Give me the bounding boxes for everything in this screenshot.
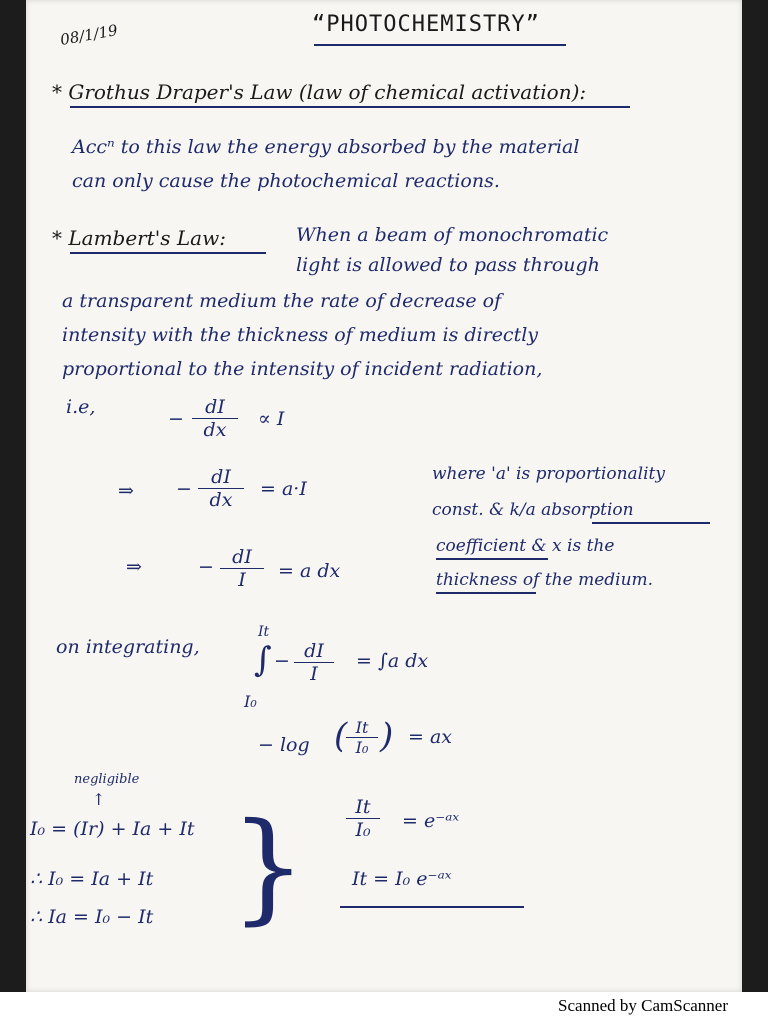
note-line-3: coefficient & x is the [436,536,615,556]
ratio-fraction [346,796,380,841]
eq2-denominator: dx [209,489,233,511]
lambert-line-4: intensity with the thickness of medium is directly [62,324,539,346]
final-equation: It = I₀ e⁻ᵃˣ [352,868,452,890]
integral-fraction [294,640,334,685]
log-lhs: − log [258,734,310,756]
ratio-rhs: = e⁻ᵃˣ [402,810,460,832]
log-numerator: It [346,718,378,738]
integral-numerator: dI [294,640,334,663]
integral-denominator: I [310,663,318,685]
eq2-rhs: = a·I [260,478,307,500]
log-close-paren: ) [380,716,394,756]
scanner-footer: Scanned by CamScanner [558,996,728,1015]
curly-brace: } [230,798,307,937]
negligible-arrow: ↑ [92,790,106,809]
title-underline [314,44,566,46]
note-line-2: const. & k/a absorption [432,500,634,520]
eq1-fraction [192,396,238,441]
eq3-denominator: I [238,569,246,591]
negligible-label: negligible [74,772,140,787]
sum-line-3: ∴ Ia = I₀ − It [30,906,154,928]
eq1-rhs: ∝ I [258,408,285,430]
log-denominator: I₀ [355,738,369,757]
sum-line-1: I₀ = (Ir) + Ia + It [30,818,195,840]
log-open-paren: ( [334,716,348,756]
eq1-minus: − [168,408,184,430]
page-title: “PHOTOCHEMISTRY” [312,12,540,37]
lambert-line-3: a transparent medium the rate of decrease of [62,290,502,312]
date: 08/1/19 [58,21,119,49]
lambert-line-1: When a beam of monochromatic [296,224,609,246]
note-line-4: thickness of the medium. [436,570,654,590]
integral-sign: ∫ [254,640,272,680]
eq2-fraction [198,466,244,511]
log-fraction [346,718,378,757]
lambert-line-5: proportional to the intensity of incident radiation, [62,358,543,380]
note-underline-thickness [436,592,536,594]
note-underline-coefficient [436,558,548,560]
ie-label: i.e, [66,396,96,418]
lambert-underline [70,252,266,254]
grothus-heading: * Grothus Draper's Law (law of chemical activation): [52,80,587,104]
eq3-fraction [220,546,264,591]
eq3-minus: − [198,556,214,578]
sum-line-2: ∴ I₀ = Ia + It [30,868,154,890]
log-rhs: = ax [408,726,453,748]
eq3-rhs: = a dx [278,560,341,582]
lambert-line-2: light is allowed to pass through [296,254,600,276]
eq2-numerator: dI [198,466,244,489]
lambert-heading: * Lambert's Law: [52,226,226,250]
integral-rhs: = ∫a dx [356,650,429,672]
eq3-arrow: ⇒ [126,556,142,578]
final-underline [340,906,524,908]
integral-lower-limit: I₀ [244,692,257,711]
integral-minus: − [274,650,290,672]
integrating-label: on integrating, [56,636,200,658]
note-line-1: where 'a' is proportionality [432,464,665,484]
note-underline-absorption [592,522,710,524]
eq2-arrow: ⇒ [118,480,134,502]
grothus-underline [70,106,630,108]
integral-upper-limit: It [258,624,270,640]
eq2-minus: − [176,478,192,500]
eq1-denominator: dx [203,419,227,441]
ratio-denominator: I₀ [355,819,371,841]
grothus-line-1: Accⁿ to this law the energy absorbed by the material [72,136,580,158]
grothus-line-2: can only cause the photochemical reactions. [72,170,500,192]
ratio-numerator: It [346,796,380,819]
eq3-numerator: dI [220,546,264,569]
eq1-numerator: dI [192,396,238,419]
